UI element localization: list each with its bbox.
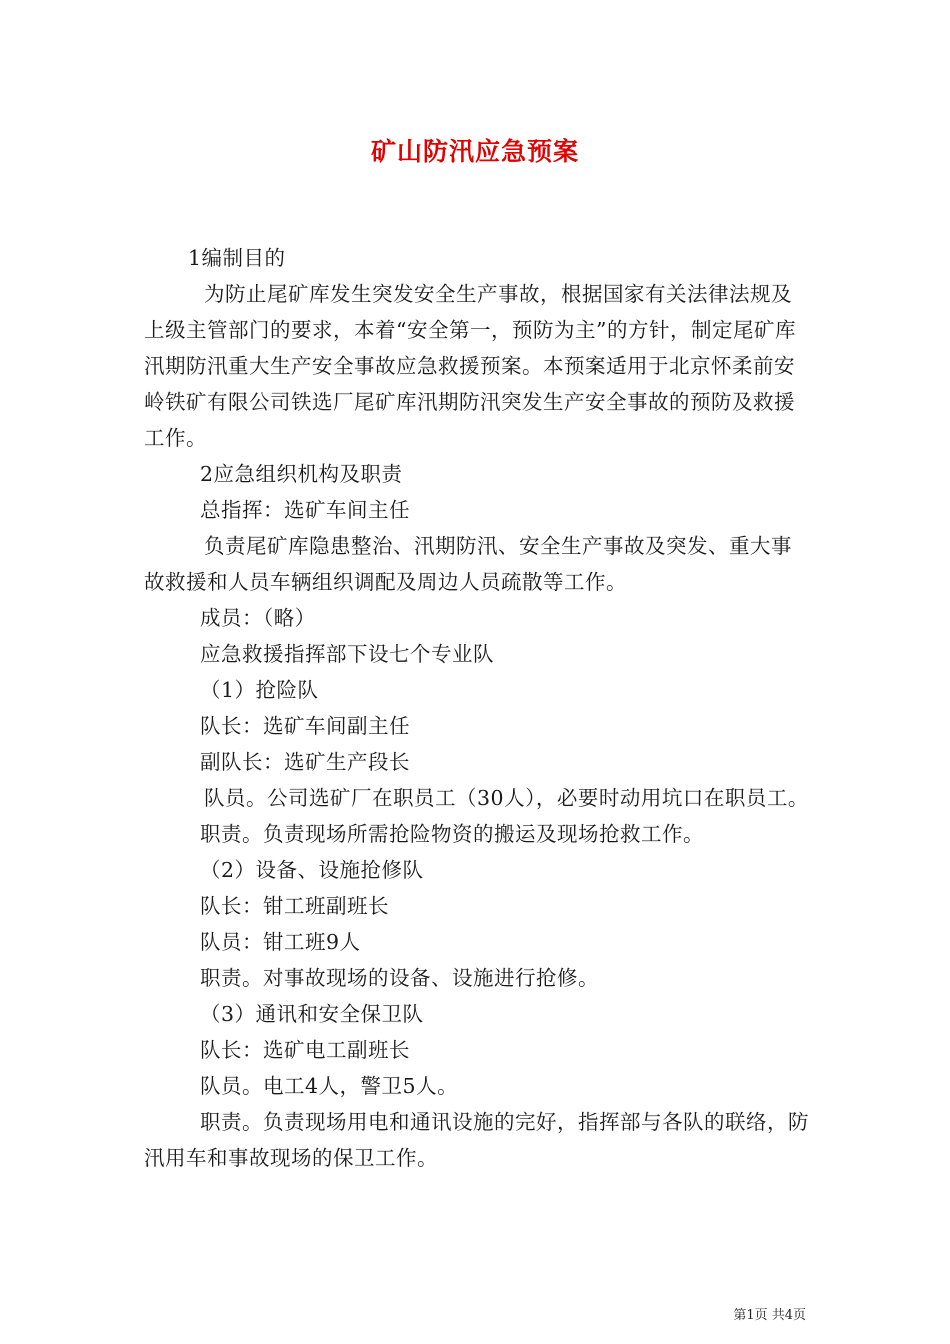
paragraph: 职责。对事故现场的设备、设施进行抢修。 (200, 966, 599, 990)
paragraph: 队长：选矿电工副班长 (200, 1038, 410, 1062)
paragraph: 队长：钳工班副班长 (200, 894, 389, 918)
paragraph: 为防止尾矿库发生突发安全生产事故，根据国家有关法律法规及上级主管部门的要求，本着“安全第一，预防为主”的方针，制定尾矿库汛期防汛重大生产安全事故应急救援预案。本预案适用于北京怀柔前安岭铁矿有限公司铁选厂尾矿库汛期防汛突发生产安全事故的预防及救援工作。 (144, 282, 796, 450)
paragraph: 队员。电工4人，警卫5人。 (200, 1074, 459, 1098)
document-body (144, 240, 812, 1176)
paragraph: 应急救援指挥部下设七个专业队 (200, 642, 494, 666)
page-number: 第1页 共4页 (733, 1308, 806, 1323)
subsection-heading: （2）设备、设施抢修队 (200, 858, 424, 882)
paragraph: 副队长：选矿生产段长 (200, 750, 410, 774)
section-heading: 2应急组织机构及职责 (200, 462, 403, 486)
paragraph: 负责尾矿库隐患整治、汛期防汛、安全生产事故及突发、重大事故救援和人员车辆组织调配及周边人员疏散等工作。 (144, 534, 792, 594)
paragraph: 成员：（略） (200, 606, 316, 630)
paragraph: 职责。负责现场用电和通讯设施的完好，指挥部与各队的联络，防汛用车和事故现场的保卫工作。 (144, 1110, 809, 1170)
subsection-heading: （1）抢险队 (200, 678, 319, 702)
subsection-heading: （3）通讯和安全保卫队 (200, 1002, 424, 1026)
paragraph: 队员：钳工班9人 (200, 930, 361, 954)
paragraph: 队员。公司选矿厂在职员工（30人），必要时动用坑口在职员工。 (204, 786, 809, 810)
paragraph: 总指挥：选矿车间主任 (200, 498, 410, 522)
section-heading: 1编制目的 (188, 246, 286, 270)
paragraph: 职责。负责现场所需抢险物资的搬运及现场抢救工作。 (200, 822, 704, 846)
page-title: 矿山防汛应急预案 (370, 137, 579, 166)
paragraph: 队长：选矿车间副主任 (200, 714, 410, 738)
